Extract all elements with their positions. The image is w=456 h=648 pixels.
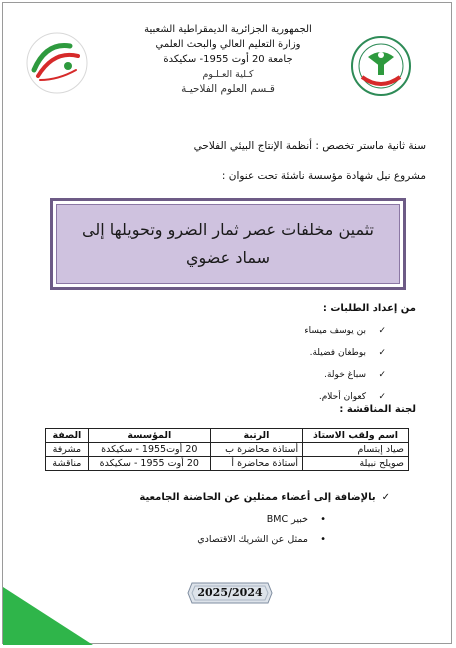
extra-members-heading xyxy=(139,492,390,503)
thesis-title-panel xyxy=(56,204,400,284)
header-rank: الرتبة xyxy=(210,429,302,443)
student-name: كعوان أحلام. xyxy=(318,392,366,402)
department-line: قـسم العلوم الفلاحيـة xyxy=(181,83,275,95)
cell-role: مشرفة xyxy=(46,443,89,457)
cell-institution: 20 أوت1955 - سكيكدة xyxy=(88,443,210,457)
cell-role: مناقشة xyxy=(46,457,89,471)
project-line: مشروع نيل شهادة مؤسسة ناشئة تحت عنوان : xyxy=(221,170,426,182)
check-mark-icon: ✓ xyxy=(381,492,390,503)
thesis-title-box xyxy=(50,198,406,290)
student-name: بوطغان فضيلة. xyxy=(309,348,366,358)
bullet-icon: • xyxy=(320,534,326,545)
extra-member: ممثل عن الشريك الاقتصادي xyxy=(197,534,308,545)
cell-institution: 20 أوت 1955 - سكيكدة xyxy=(88,457,210,471)
list-item xyxy=(197,530,326,550)
year-text: 2025/2024 xyxy=(197,586,263,599)
student-name: سباغ خولة. xyxy=(324,370,366,380)
check-mark-icon: ✓ xyxy=(378,326,386,336)
extra-member: خبير BMC xyxy=(266,514,308,525)
ministry-line: وزارة التعليم العالي والبحث العلمي xyxy=(155,39,301,50)
jury-label: لجنة المناقشة : xyxy=(339,404,416,415)
university-line: جامعة 20 أوت 1955- سكيكدة xyxy=(163,54,293,65)
list-item xyxy=(304,342,386,364)
jury-table xyxy=(45,428,409,471)
republic-line: الجمهورية الجزائرية الديمقراطية الشعبية xyxy=(144,24,312,35)
list-item xyxy=(304,320,386,342)
program-line: سنة ثانية ماستر تخصص : أنظمة الإنتاج البيئي الفلاحي xyxy=(193,140,426,152)
student-name: بن يوسف ميساء xyxy=(304,326,366,336)
extra-members-list xyxy=(197,510,326,550)
table-row xyxy=(46,443,409,457)
list-item xyxy=(197,510,326,530)
header-block xyxy=(0,22,456,97)
check-mark-icon: ✓ xyxy=(378,348,386,358)
thesis-title: تثمين مخلفات عصر ثمار الضرو وتحويلها إلى سماد عضوي xyxy=(81,220,374,267)
header-name: اسم ولقب الاستاذ xyxy=(303,429,409,443)
students-list xyxy=(304,320,386,408)
table-header-row xyxy=(46,429,409,443)
header-institution: المؤسسة xyxy=(88,429,210,443)
table-row xyxy=(46,457,409,471)
check-mark-icon: ✓ xyxy=(378,370,386,380)
extra-heading-text: بالإضافة إلى أعضاء ممثلين عن الحاضنة الجامعية xyxy=(139,492,376,503)
corner-decoration xyxy=(3,587,93,645)
cell-rank: أستاذة محاضرة أ xyxy=(210,457,302,471)
cell-rank: أستاذة محاضرة ب xyxy=(210,443,302,457)
cell-name: صويلح نبيلة xyxy=(303,457,409,471)
list-item xyxy=(304,364,386,386)
faculty-line: كـلية العـلـوم xyxy=(202,69,254,80)
bullet-icon: • xyxy=(320,514,326,525)
students-label: من إعداد الطلبات : xyxy=(322,303,416,314)
cell-name: صياد إبتسام xyxy=(303,443,409,457)
check-mark-icon: ✓ xyxy=(378,392,386,402)
year-badge xyxy=(186,580,274,606)
header-role: الصفة xyxy=(46,429,89,443)
